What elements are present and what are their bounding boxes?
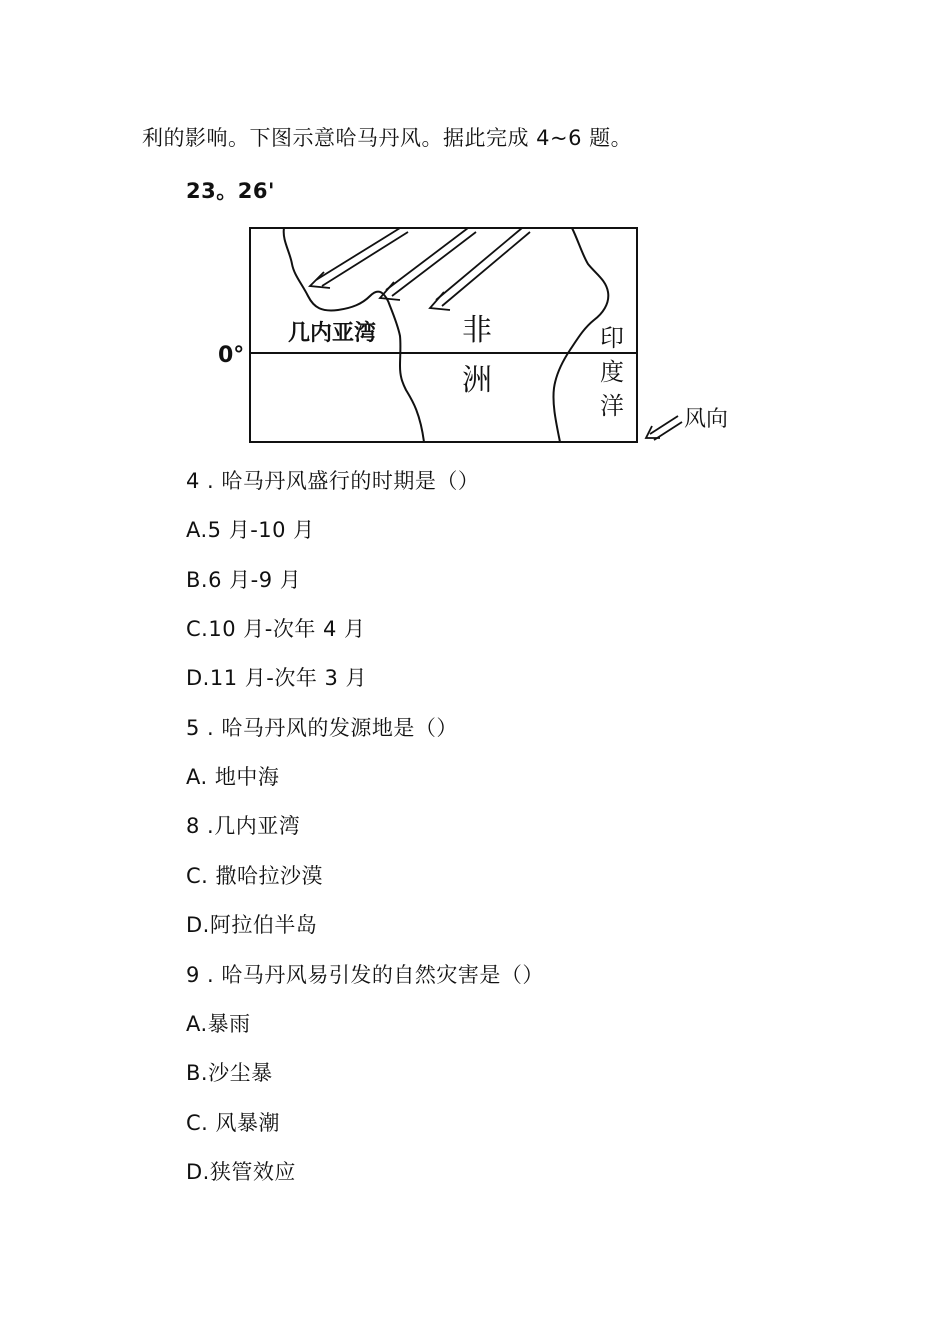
option-4c: C.10 月-次年 4 月 bbox=[186, 617, 366, 641]
option-6c: C. 风暴潮 bbox=[186, 1111, 281, 1135]
option-4d: D.11 月-次年 3 月 bbox=[186, 666, 368, 690]
ocean-label-3: 洋 bbox=[600, 392, 624, 420]
option-5d: D.阿拉伯半岛 bbox=[186, 913, 318, 937]
equator-label: 0° bbox=[218, 343, 245, 368]
option-6b: B.沙尘暴 bbox=[186, 1061, 273, 1085]
option-6a: A.暴雨 bbox=[186, 1012, 251, 1036]
question-stem-5: 5 . 哈马丹风的发源地是（） bbox=[186, 716, 458, 740]
option-4b: B.6 月-9 月 bbox=[186, 568, 302, 592]
continent-label-2: 洲 bbox=[462, 363, 492, 398]
option-5a: A. 地中海 bbox=[186, 765, 280, 789]
question-stem-4: 4 . 哈马丹风盛行的时期是（） bbox=[186, 469, 480, 493]
option-4a: A.5 月-10 月 bbox=[186, 518, 315, 542]
option-5c: C. 撒哈拉沙漠 bbox=[186, 864, 324, 888]
option-6d: D.狭管效应 bbox=[186, 1160, 296, 1184]
wind-arrow-3 bbox=[430, 228, 530, 310]
question-stem-6: 9 . 哈马丹风易引发的自然灾害是（） bbox=[186, 963, 544, 987]
legend-arrow-icon bbox=[646, 416, 682, 440]
wind-arrow-1 bbox=[310, 228, 408, 288]
harmattan-map bbox=[210, 220, 750, 452]
ocean-label-2: 度 bbox=[600, 358, 624, 386]
option-5b: 8 .几内亚湾 bbox=[186, 814, 301, 838]
legend-label: 风向 bbox=[684, 407, 729, 432]
gulf-label: 几内亚湾 bbox=[288, 321, 377, 346]
ocean-label-1: 印 bbox=[600, 324, 624, 352]
intro-text: 利的影响。下图示意哈马丹风。据此完成 4~6 题。 bbox=[142, 126, 633, 150]
latitude-note: 23。26' bbox=[186, 179, 275, 203]
continent-label-1: 非 bbox=[462, 313, 492, 348]
